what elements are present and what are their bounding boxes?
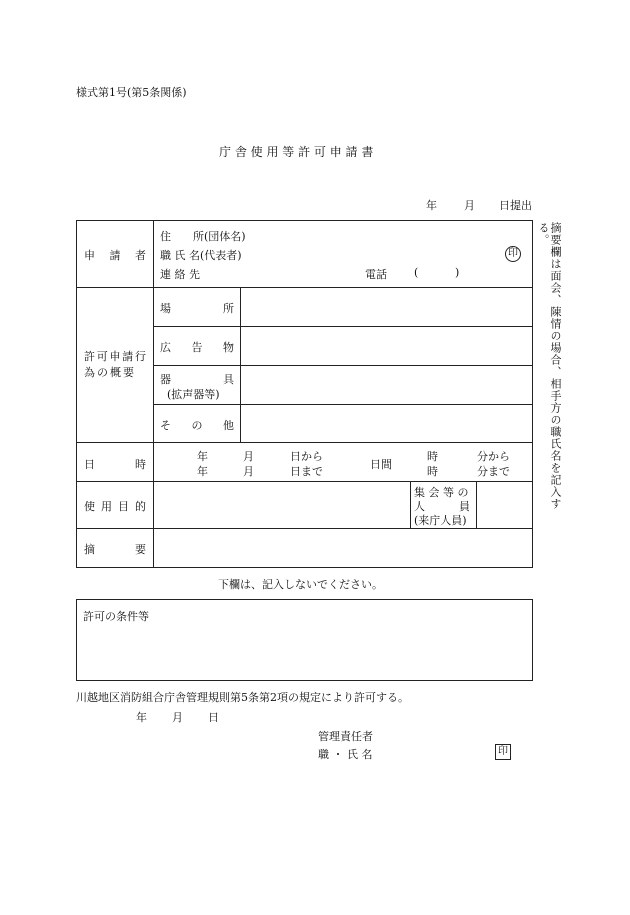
submit-month: 月: [464, 199, 475, 212]
dt-year1: 年: [197, 450, 208, 463]
applicant-header: 申 請 者: [84, 249, 146, 262]
dt-month1: 月: [243, 450, 254, 463]
conditions-box: [76, 599, 533, 681]
dt-month2: 月: [243, 465, 254, 478]
dt-day2: 日まで: [290, 465, 323, 478]
dt-hour1: 時: [427, 450, 438, 463]
manager-name-label: 職 ・ 氏 名: [318, 748, 373, 761]
approval-day: 日: [208, 711, 219, 724]
place-label: 場 所: [160, 302, 234, 315]
form-reference: 様式第1号(第5条関係): [76, 86, 187, 99]
purpose-header: 使 用 目 的: [84, 500, 146, 513]
submit-year: 年: [426, 199, 437, 212]
dt-min1: 分から: [477, 450, 510, 463]
address-label: 住 所(団体名): [160, 230, 246, 243]
applicant-seal-icon: 印: [505, 246, 521, 262]
name-label: 職 氏 名(代表者): [160, 249, 242, 262]
dt-span: 日間: [370, 458, 392, 471]
lower-note: 下欄は、記入しないでください。: [218, 578, 383, 591]
dt-day1: 日から: [290, 450, 323, 463]
submit-day: 日提出: [499, 199, 532, 212]
dt-min2: 分まで: [477, 465, 510, 478]
equipment-note: (拡声器等): [167, 388, 220, 401]
people-line1: 集 会 等 の: [414, 486, 469, 499]
side-note: 摘要欄は面会、陳情の場合、相手方の職氏名を記入する。: [537, 222, 562, 510]
approval-text: 川越地区消防組合庁舎管理規則第5条第2項の規定により許可する。: [76, 691, 409, 704]
approval-year: 年: [136, 711, 147, 724]
approval-month: 月: [172, 711, 183, 724]
other-label: そ の 他: [160, 419, 234, 432]
dt-hour2: 時: [427, 465, 438, 478]
manager-title: 管理責任者: [318, 730, 373, 743]
ad-label: 広 告 物: [160, 341, 234, 354]
people-line2: 人 員: [414, 500, 470, 513]
summary-header: 摘 要: [84, 543, 146, 556]
contact-label: 連 絡 先: [160, 268, 200, 281]
overview-header: 許 可 申 請 行 為 の 概 要: [84, 350, 146, 379]
phone-open: (: [414, 266, 419, 279]
phone-close: ): [455, 266, 460, 279]
dt-year2: 年: [197, 465, 208, 478]
page-title: 庁 舎 使 用 等 許 可 申 請 書: [219, 145, 374, 159]
phone-label: 電話: [365, 268, 387, 281]
conditions-label: 許可の条件等: [83, 610, 149, 623]
people-line3: (来庁人員): [414, 514, 467, 527]
datetime-header: 日 時: [84, 458, 146, 471]
manager-seal-icon: 印: [495, 744, 511, 760]
equipment-label: 器 具: [160, 373, 234, 386]
